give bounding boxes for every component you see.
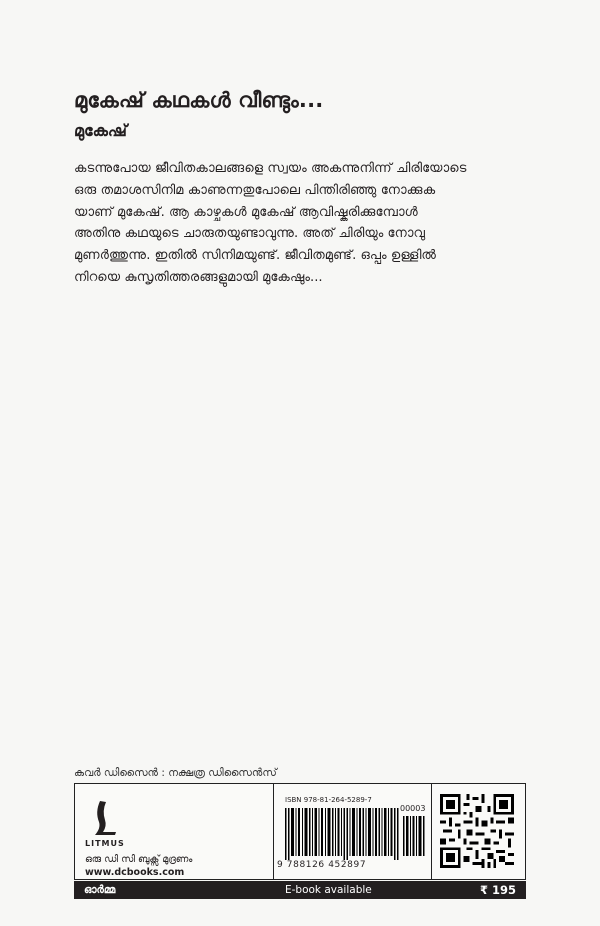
litmus-logo-icon (89, 800, 119, 838)
blurb-line: ഒരു തമാശസിനിമ കാണുന്നതുപോലെ പിന്തിരിഞ്ഞു നോക്കുക (74, 182, 436, 198)
publisher-logo-text: LITMUS (85, 839, 125, 848)
ebook-note: E-book available (285, 884, 372, 896)
price: ₹ 195 (479, 883, 516, 897)
barcode (277, 792, 427, 876)
blurb-text (74, 158, 544, 289)
panel-divider (431, 784, 432, 879)
panel-divider (273, 784, 274, 879)
blurb-line: കടന്നുപോയ ജീവിതകാലങ്ങളെ സ്വയം അകന്നുനിന്ന് ചിരിയോടെ (74, 161, 467, 176)
book-title: മുകേഷ് കഥകൾ വീണ്ടും... (74, 88, 324, 112)
blurb-line: മുണർത്തുന്നു. ഇതിൽ സിനിമയുണ്ട്. ജീവിതമുണ്ട്. ഒപ്പം ഉള്ളിൽ (74, 248, 437, 264)
category-label: ഓർമ്മ (84, 884, 116, 896)
publisher-panel (74, 783, 526, 880)
blurb-line: നിറയെ കുസൃതിത്തരങ്ങളുമായി മുകേഷും... (74, 269, 323, 285)
blurb-line: അതിനു കഥയുടെ ചാരുതയുണ്ടാവുന്നു. അത് ചിരിയും നോവു (74, 226, 426, 242)
isbn-label: ISBN 978-81-264-5289-7 (285, 796, 372, 804)
footer-bar (74, 881, 526, 899)
publisher-website: www.dcbooks.com (85, 867, 185, 878)
qr-code-icon (440, 794, 514, 868)
cover-design-credit: കവർ ഡിസൈൻ : നക്ഷത്ര ഡിസൈൻസ് (74, 767, 277, 779)
blurb-line: യാണ് മുകേഷ്. ആ കാഴ്ചകൾ മുകേഷ് ആവിഷ്കരിക്കുമ്പോൾ (74, 204, 418, 220)
barcode-addon-code: 00003 (400, 804, 426, 813)
book-author: മുകേഷ് (74, 121, 127, 140)
barcode-bars-icon (285, 808, 427, 860)
ean-digits: 9 788126 452897 (277, 860, 367, 870)
publisher-imprint: ഒരു ഡി സി ബുക്സ് മുദ്രണം (85, 854, 193, 865)
